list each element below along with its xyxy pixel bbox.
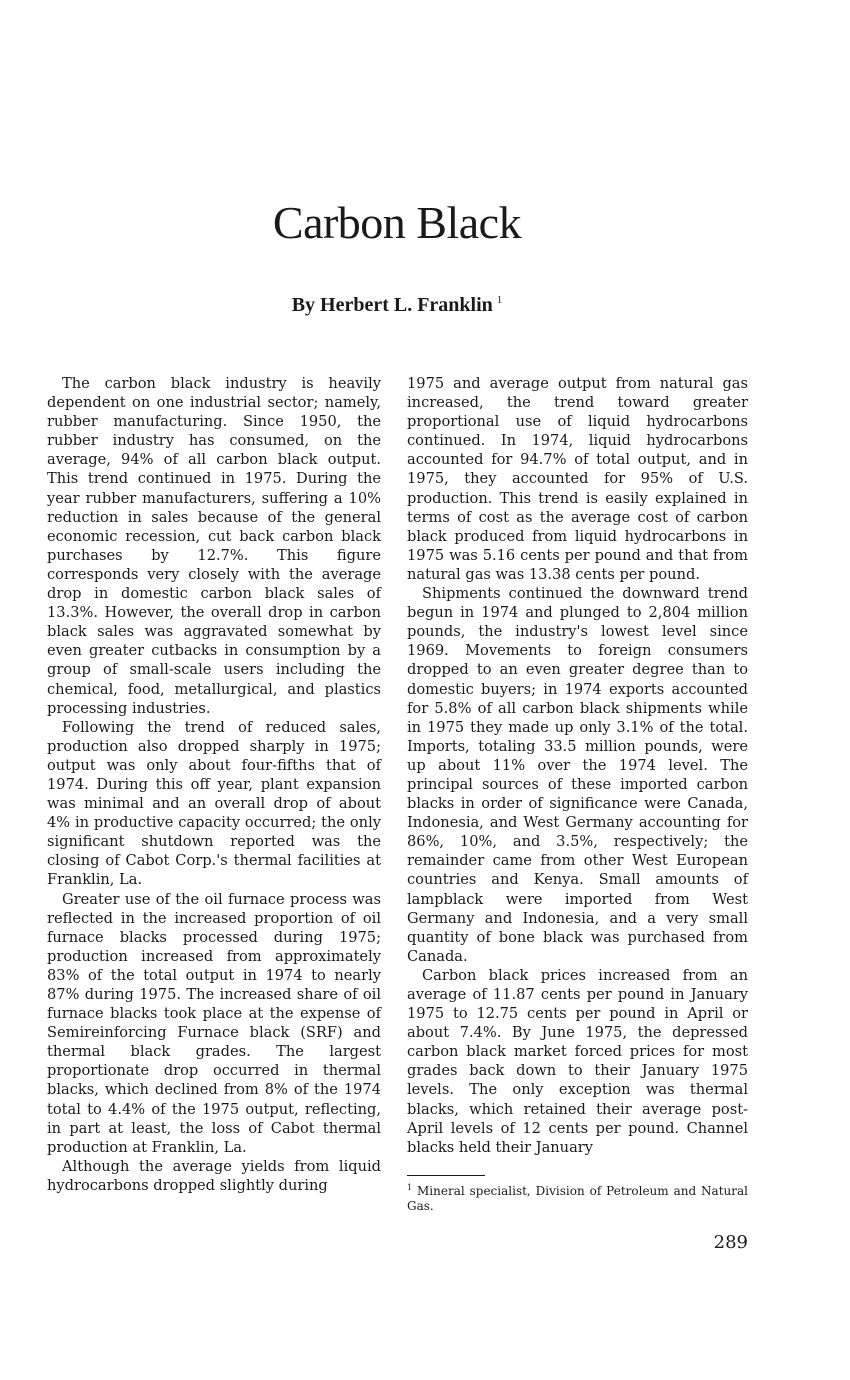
body-paragraph: Although the average yields from liquid hydrocarbons dropped slightly during (47, 1157, 381, 1194)
article-title: Carbon Black (272, 197, 522, 248)
footnote (407, 1181, 748, 1213)
footnote-marker: 1 (407, 1183, 413, 1192)
body-paragraph: Following the trend of reduced sales, production also dropped sharply in 1975; output was only about four-fifths that of 1974. During this off year, plant expansion was minimal and an overall drop of about 4% in productive capacity occurred; the only significant shutdown reported was the closing of Cabot Corp.'s thermal facilities at Franklin, La. (47, 718, 381, 889)
continued-paragraph: 1975 and average output from natural gas increased, the trend toward greater proportional use of liquid hydrocarbons continued. In 1974, liquid hydrocarbons accounted for 94.7% of total output, and in 1975, they accounted for 95% of U.S. production. This trend is easily explained in terms of cost as the average cost of carbon black produced from liquid hydrocarbons in 1975 was 5.16 cents per pound and that from natural gas was 13.38 cents per pound. (407, 375, 748, 583)
byline (0, 294, 794, 317)
body-paragraph: Carbon black prices increased from an average of 11.87 cents per pound in January 1975 to 12.75 cents per pound in April or about 7.4%. By June 1975, the depressed carbon black market forced prices for most grades back down to their January 1975 levels. The only exception was thermal blacks, which retained their average post-April levels of 12 cents per pound. Channel blacks held their January (407, 966, 748, 1156)
footnote-ref: 1 (496, 294, 503, 307)
body-paragraph: Shipments continued the downward trend begun in 1974 and plunged to 2,804 million pounds, the industry's lowest level since 1969. Movements to foreign consumers dropped to an even greater degree than to domestic buyers; in 1974 exports accounted for 5.8% of all carbon black shipments while in 1975 they made up only 3.1% of the total. Imports, totaling 33.5 million pounds, were up about 11% over the 1974 level. The principal sources of these imported carbon blacks in order of significance were Canada, Indonesia, and West Germany accounting for 86%, 10%, and 3.5%, respectively; the remainder came from other West European countries and Kenya. Small amounts of lampblack were imported from West Germany and Indonesia, and a very small quantity of bone black was purchased from Canada. (407, 585, 748, 965)
footnote-text: Mineral specialist, Division of Petroleum and Natural Gas. (407, 1184, 748, 1213)
body-paragraph: The carbon black industry is heavily dependent on one industrial sector; namely, rubber manufacturing. Since 1950, the rubber industry has consumed, on the average, 94% of all carbon black output. This trend continued in 1975. During the year rubber manufacturers, suffering a 10% reduction in sales because of the general economic recession, cut back carbon black purchases by 12.7%. This figure corresponds very closely with the average drop in domestic carbon black sales of 13.3%. However, the overall drop in carbon black sales was aggravated somewhat by even greater cutbacks in consumption by a group of small-scale users including the chemical, food, metallurgical, and plastics processing industries. (47, 375, 381, 717)
footnote-rule (407, 1175, 485, 1176)
left-column (47, 374, 381, 1195)
author-name: By Herbert L. Franklin (291, 294, 493, 316)
right-column (407, 374, 748, 1157)
body-paragraph: Greater use of the oil furnace process was reflected in the increased proportion of oil furnace blacks processed during 1975; production increased from approximately 83% of the total output in 1974 to nearly 87% during 1975. The increased share of oil furnace blacks took place at the expense of Semireinforcing Furnace black (SRF) and thermal black grades. The largest proportionate drop occurred in thermal blacks, which declined from 8% of the 1974 total to 4.4% of the 1975 output, reflecting, in part at least, the loss of Cabot thermal production at Franklin, La. (47, 890, 381, 1156)
page-number: 289 (713, 1232, 748, 1253)
